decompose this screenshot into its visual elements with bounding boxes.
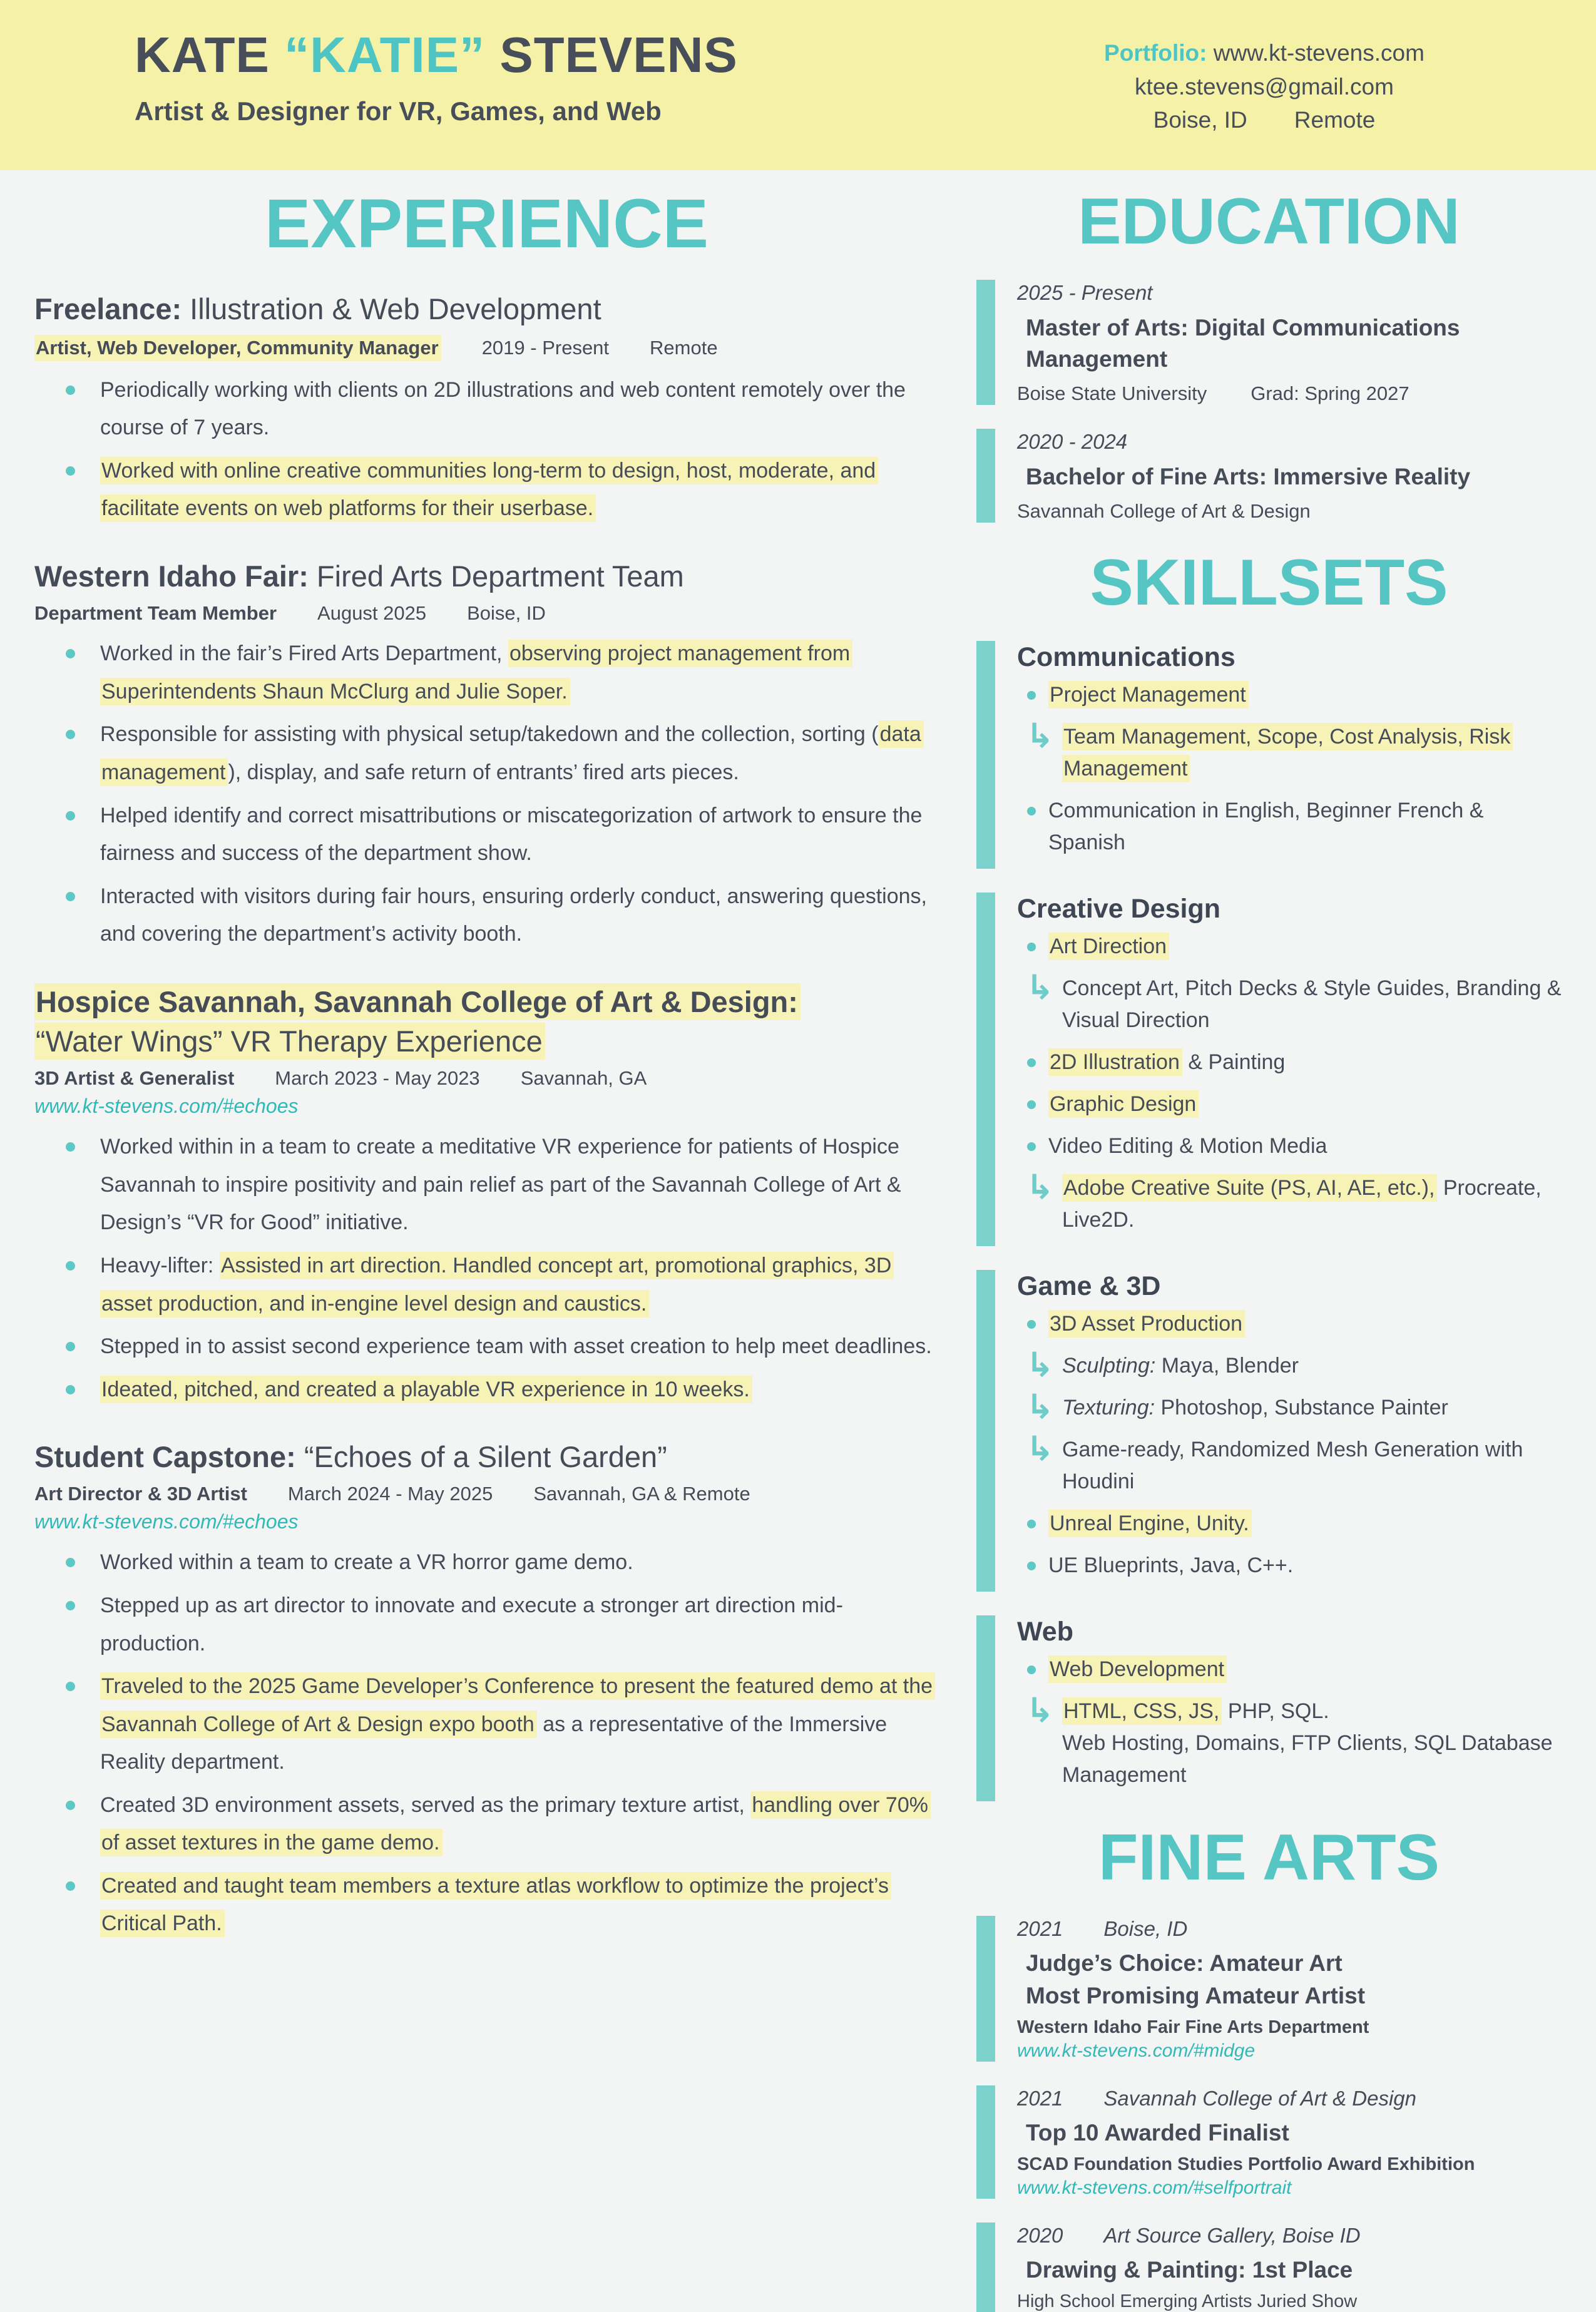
entry-title-line2 <box>34 1021 939 1061</box>
entry-meta <box>34 1483 939 1505</box>
text-segment: Unreal Engine, Unity. <box>1048 1510 1252 1537</box>
sidebar-column <box>976 185 1562 2312</box>
entry-title-bold: Student Capstone: <box>34 1440 296 1474</box>
entry-meta <box>34 335 939 361</box>
skill-section-game-3d <box>976 1270 1562 1592</box>
bullet-dot-icon <box>1027 1665 1036 1674</box>
award-line: Most Promising Amateur Artist <box>1026 1983 1366 2009</box>
bullet-item <box>66 1543 939 1582</box>
item-text <box>1048 1308 1562 1340</box>
item-text <box>1048 795 1562 859</box>
sub-skill-item <box>1026 1387 1562 1427</box>
education-entry <box>976 429 1562 523</box>
skill-section-heading: Creative Design <box>1017 894 1221 924</box>
education-degree: Master of Arts: Digital Communications Management <box>1026 315 1460 372</box>
fine-arts-title: FINE ARTS <box>1098 1821 1440 1895</box>
item-text <box>100 715 939 791</box>
item-text <box>100 1543 939 1582</box>
accent-bar <box>976 280 995 405</box>
bullet-dot-icon <box>66 1801 75 1810</box>
education-school: Savannah College of Art & Design <box>1017 500 1311 522</box>
entry-location: Savannah, GA <box>520 1067 647 1090</box>
text-segment: Concept Art, Pitch Decks & Style Guides, Branding & Visual Direction <box>1062 976 1562 1033</box>
item-text <box>1048 1088 1562 1120</box>
sub-arrow-icon: ↳ <box>1026 1429 1055 1469</box>
text-segment: UE Blueprints, Java, C++. <box>1048 1553 1294 1578</box>
bullet-list <box>34 1543 939 1942</box>
portfolio-link[interactable]: www.kt-stevens.com/#echoes <box>34 1510 299 1533</box>
item-text <box>100 1327 939 1366</box>
text-segment: Ideated, pitched, and created a playable VR experience in 10 weeks. <box>100 1376 752 1403</box>
experience-entry-freelance <box>34 289 939 528</box>
skill-section-body <box>1017 641 1562 869</box>
bullet-dot-icon <box>66 1261 75 1271</box>
portfolio-label: Portfolio: <box>1104 40 1207 66</box>
bullet-item <box>1027 1654 1562 1685</box>
entry-role: 3D Artist & Generalist <box>34 1067 235 1090</box>
skill-section-heading: Web <box>1017 1617 1073 1647</box>
fine-arts-entry-body <box>1017 2222 1562 2312</box>
text-segment: Heavy-lifter: <box>100 1253 220 1277</box>
entry-title <box>34 1437 939 1476</box>
fine-arts-link[interactable]: www.kt-stevens.com/#midge <box>1017 2040 1256 2061</box>
accent-bar <box>976 893 995 1246</box>
item-text <box>100 1371 939 1409</box>
text-segment: ), display, and safe return of entrants’ fired arts pieces. <box>228 760 739 784</box>
work-mode: Remote <box>1294 107 1376 133</box>
bullet-item <box>66 797 939 872</box>
bullet-list <box>34 1128 939 1408</box>
bullet-item <box>66 1867 939 1943</box>
experience-title: EXPERIENCE <box>264 185 709 262</box>
item-text <box>100 1128 939 1242</box>
name-part: KATE <box>135 27 285 83</box>
tagline: Artist & Designer for VR, Games, and Web <box>135 96 662 126</box>
text-segment: Texturing: <box>1062 1396 1155 1420</box>
skill-section-creative-design <box>976 893 1562 1246</box>
content-columns <box>34 185 1562 2312</box>
text-segment: Worked within in a team to create a meditative VR experience for patients of Hospice Savannah to inspire positivity and pain relief as part of the Savannah College of Art & Design’s “VR for Good” initiative. <box>100 1135 901 1235</box>
item-text <box>100 1667 939 1781</box>
sub-arrow-icon: ↳ <box>1026 1691 1055 1731</box>
name-nickname: “KATIE” <box>284 27 486 83</box>
text-segment: Worked in the fair’s Fired Arts Department, <box>100 642 508 666</box>
fine-arts-entry <box>976 1916 1562 2062</box>
education-school-line <box>1017 500 1562 523</box>
bullet-dot-icon <box>1027 1142 1036 1151</box>
bullet-dot-icon <box>1027 1058 1036 1067</box>
fine-arts-year: 2021 <box>1017 2086 1063 2110</box>
sub-arrow-icon: ↳ <box>1026 968 1055 1008</box>
skill-section-body <box>1017 893 1562 1246</box>
text-segment: 3D Asset Production <box>1048 1310 1245 1338</box>
location-line <box>1039 103 1490 137</box>
text-segment: Assisted in art direction. Handled concept art, promotional graphics, 3D asset production, and in-engine level design and caustics. <box>100 1252 894 1317</box>
text-segment: & Painting <box>1182 1050 1286 1075</box>
item-text <box>1048 1654 1562 1685</box>
bullet-item <box>1027 1088 1562 1120</box>
bullet-dot-icon <box>1027 1320 1036 1329</box>
item-text <box>1062 973 1562 1036</box>
education-entry <box>976 280 1562 405</box>
item-text <box>1062 1696 1562 1791</box>
bullet-dot-icon <box>66 811 75 821</box>
entry-dates: March 2024 - May 2025 <box>287 1483 493 1505</box>
portfolio-line <box>1039 36 1490 70</box>
bullet-item <box>1027 679 1562 711</box>
item-text <box>100 635 939 710</box>
education-entry-body <box>1017 280 1562 405</box>
item-text <box>100 452 939 528</box>
fine-arts-venue: Art Source Gallery, Boise ID <box>1103 2223 1361 2247</box>
text-segment: Game-ready, Randomized Mesh Generation with Houdini <box>1062 1438 1523 1494</box>
item-text <box>1048 1046 1562 1078</box>
bullet-item <box>66 1247 939 1322</box>
experience-entry-fair <box>34 556 939 953</box>
item-text <box>100 371 939 447</box>
text-segment: Stepped up as art director to innovate and execute a stronger art direction mid-production. <box>100 1593 843 1655</box>
education-grad: Grad: Spring 2027 <box>1251 382 1409 405</box>
education-dates: 2020 - 2024 <box>1017 430 1128 454</box>
text-segment: Maya, Blender <box>1155 1354 1299 1378</box>
entry-title <box>34 289 939 329</box>
bullet-item <box>1027 1508 1562 1540</box>
text-segment: Team Management, Scope, Cost Analysis, Risk Management <box>1062 723 1513 782</box>
text-segment: Sculpting: <box>1062 1354 1156 1378</box>
fine-arts-entry <box>976 2085 1562 2199</box>
skill-section-heading: Communications <box>1017 642 1235 673</box>
item-text <box>100 1786 939 1862</box>
entry-title-bold: Western Idaho Fair: <box>34 560 309 593</box>
entry-location: Remote <box>650 336 718 359</box>
skill-list <box>1017 1654 1562 1791</box>
entry-title-rest: Illustration & Web Development <box>182 292 601 325</box>
portfolio-link[interactable]: www.kt-stevens.com/#echoes <box>34 1095 299 1118</box>
fine-arts-date-line <box>1017 2087 1562 2110</box>
text-segment: Procreate, Live2D. <box>1062 1176 1542 1232</box>
text-segment: handling over 70% of asset textures in the game demo. <box>100 1791 931 1857</box>
skill-section-heading: Game & 3D <box>1017 1271 1161 1302</box>
experience-column <box>34 185 939 2312</box>
skill-section-body <box>1017 1270 1562 1592</box>
item-text <box>1062 1350 1562 1382</box>
text-segment: Video Editing & Motion Media <box>1048 1134 1327 1159</box>
bullet-dot-icon <box>66 730 75 739</box>
item-text <box>100 1247 939 1322</box>
bullet-item <box>66 452 939 528</box>
bullet-item <box>66 1587 939 1662</box>
fine-arts-year: 2021 <box>1017 1917 1063 1941</box>
sub-arrow-icon: ↳ <box>1026 1345 1055 1385</box>
item-text <box>1048 679 1562 711</box>
item-text <box>100 877 939 953</box>
bullet-dot-icon <box>66 1682 75 1691</box>
bullet-item <box>66 371 939 447</box>
fine-arts-award <box>1017 1947 1562 2012</box>
bullet-dot-icon <box>66 892 75 901</box>
bullet-dot-icon <box>1027 1520 1036 1528</box>
item-text <box>100 797 939 872</box>
sub-skill-item <box>1026 968 1562 1036</box>
accent-bar <box>976 2222 995 2312</box>
entry-title <box>34 556 939 596</box>
skill-list <box>1017 679 1562 859</box>
text-segment: Worked with online creative communities long-term to design, host, moderate, and facilitate events on web platforms for their userbase. <box>100 457 878 523</box>
bullet-dot-icon <box>66 1601 75 1610</box>
fine-arts-entry-body <box>1017 1916 1562 2062</box>
text-segment: Adobe Creative Suite (PS, AI, AE, etc.), <box>1062 1174 1437 1202</box>
bullet-list <box>34 635 939 953</box>
item-text <box>1048 931 1562 963</box>
entry-dates: March 2023 - May 2023 <box>275 1067 480 1090</box>
bullet-item <box>66 635 939 710</box>
entry-location: Boise, ID <box>467 602 546 625</box>
bullet-dot-icon <box>1027 1100 1036 1109</box>
experience-entry-hospice <box>34 982 939 1408</box>
education-entry-body <box>1017 429 1562 523</box>
bullet-item <box>1027 1046 1562 1078</box>
page-title <box>135 26 738 84</box>
text-segment: observing project management from Superintendents Shaun McClurg and Julie Soper. <box>100 640 852 705</box>
entry-title-bold: Freelance: <box>34 292 182 325</box>
bullet-dot-icon <box>66 1142 75 1152</box>
text-segment: Traveled to the 2025 Game Developer’s Conference to present the featured demo at the Savannah College of Art & Design expo booth <box>100 1672 935 1738</box>
entry-title-line1 <box>34 982 939 1021</box>
item-text <box>1062 1172 1562 1236</box>
bullet-dot-icon <box>66 1342 75 1351</box>
sub-skill-item <box>1026 1691 1562 1791</box>
item-text <box>1048 1508 1562 1540</box>
bullet-item <box>1027 931 1562 963</box>
bullet-item <box>66 715 939 791</box>
accent-bar <box>976 1615 995 1801</box>
item-text <box>1048 1550 1562 1582</box>
fine-arts-entry <box>976 2222 1562 2312</box>
text-segment: Stepped in to assist second experience team with asset creation to help meet deadlines. <box>100 1334 932 1359</box>
sub-skill-item <box>1026 716 1562 785</box>
entry-title-rest: “Water Wings” VR Therapy Experience <box>34 1023 545 1060</box>
bullet-item <box>66 877 939 953</box>
bullet-dot-icon <box>66 1385 75 1394</box>
header-contact <box>1039 36 1490 137</box>
text-segment: Interacted with visitors during fair hours, ensuring orderly conduct, answering questions, and covering the department’s activity booth. <box>100 884 928 946</box>
bullet-dot-icon <box>1027 943 1036 951</box>
entry-meta <box>34 602 939 625</box>
experience-entry-capstone <box>34 1437 939 1943</box>
text-segment: Web Development <box>1048 1655 1227 1683</box>
text-segment: Art Direction <box>1048 933 1169 960</box>
bullet-item <box>1027 1130 1562 1162</box>
text-segment: data management <box>100 720 924 786</box>
fine-arts-date-line <box>1017 2224 1562 2248</box>
fine-arts-award <box>1017 2117 1562 2149</box>
text-segment: Project Management <box>1048 681 1249 708</box>
entry-role: Artist, Web Developer, Community Manager <box>34 335 441 361</box>
bullet-item <box>66 1327 939 1366</box>
skill-list <box>1017 1308 1562 1582</box>
bullet-dot-icon <box>66 1881 75 1891</box>
education-title: EDUCATION <box>1078 185 1460 258</box>
award-line: Drawing & Painting: 1st Place <box>1026 2256 1353 2283</box>
email[interactable]: ktee.stevens@gmail.com <box>1135 73 1394 100</box>
fine-arts-venue: Savannah College of Art & Design <box>1103 2086 1416 2110</box>
fine-arts-entry-body <box>1017 2085 1562 2199</box>
award-line: Judge’s Choice: Amateur Art <box>1026 1950 1343 1977</box>
bullet-item <box>1027 1550 1562 1582</box>
fine-arts-org: High School Emerging Artists Juried Show <box>1017 2291 1358 2311</box>
portfolio-url[interactable]: www.kt-stevens.com <box>1207 40 1425 66</box>
entry-dates: August 2025 <box>317 602 427 625</box>
text-segment: Graphic Design <box>1048 1090 1199 1118</box>
sub-skill-item <box>1026 1167 1562 1236</box>
text-segment: Photoshop, Substance Painter <box>1155 1396 1448 1420</box>
text-segment: as a representative of the Immersive Reality department. <box>100 1712 888 1774</box>
entry-meta <box>34 1067 939 1090</box>
sub-skill-item <box>1026 1345 1562 1385</box>
education-dates: 2025 - Present <box>1017 281 1153 305</box>
item-text <box>1062 721 1562 785</box>
sub-arrow-icon: ↳ <box>1026 1387 1055 1427</box>
accent-bar <box>976 641 995 869</box>
skill-list <box>1017 931 1562 1236</box>
text-segment: Periodically working with clients on 2D illustrations and web content remotely over the course of 7 years. <box>100 377 906 440</box>
text-segment: 2D Illustration <box>1048 1048 1182 1076</box>
bullet-item <box>66 1128 939 1242</box>
sub-skill-item <box>1026 1429 1562 1498</box>
text-segment: Created and taught team members a texture atlas workflow to optimize the project’s Critical Path. <box>100 1872 891 1938</box>
header-band <box>0 0 1596 170</box>
bullet-dot-icon <box>1027 691 1036 700</box>
bullet-dot-icon <box>66 1558 75 1567</box>
bullet-dot-icon <box>66 466 75 476</box>
bullet-dot-icon <box>66 386 75 395</box>
text-segment: Web Hosting, Domains, FTP Clients, SQL Database Management <box>1062 1731 1553 1788</box>
education-school: Boise State University <box>1017 382 1207 405</box>
item-text <box>1062 1392 1562 1424</box>
accent-bar <box>976 1270 995 1592</box>
fine-arts-award <box>1017 2254 1562 2286</box>
text-segment: PHP, SQL. <box>1222 1699 1329 1724</box>
fine-arts-link[interactable]: www.kt-stevens.com/#selfportrait <box>1017 2177 1292 2198</box>
entry-title-rest: Fired Arts Department Team <box>308 560 684 593</box>
skill-section-communications <box>976 641 1562 869</box>
entry-dates: 2019 - Present <box>481 336 610 359</box>
text-segment: Communication in English, Beginner French & Spanish <box>1048 799 1484 855</box>
text-segment: Helped identify and correct misattributions or miscategorization of artwork to ensure the fairness and success of the department show. <box>100 803 923 866</box>
fine-arts-date-line <box>1017 1917 1562 1941</box>
bullet-item <box>66 1786 939 1862</box>
skill-section-web <box>976 1615 1562 1801</box>
location: Boise, ID <box>1153 107 1247 133</box>
bullet-dot-icon <box>1027 1562 1036 1570</box>
accent-bar <box>976 429 995 523</box>
text-segment: Worked within a team to create a VR horror game demo. <box>100 1550 633 1575</box>
bullet-item <box>1027 795 1562 859</box>
item-text <box>1062 1434 1562 1498</box>
entry-title-bold: Hospice Savannah, Savannah College of Art & Design: <box>34 983 801 1020</box>
bullet-list <box>34 371 939 528</box>
bullet-item <box>66 1667 939 1781</box>
fine-arts-venue: Boise, ID <box>1103 1917 1188 1941</box>
item-text <box>100 1587 939 1662</box>
item-text <box>1048 1130 1562 1162</box>
sub-arrow-icon: ↳ <box>1026 716 1055 756</box>
accent-bar <box>976 1916 995 2062</box>
header-identity <box>135 26 738 126</box>
award-line: Top 10 Awarded Finalist <box>1026 2119 1289 2146</box>
text-segment: HTML, CSS, JS, <box>1062 1697 1222 1725</box>
entry-title-rest: “Echoes of a Silent Garden” <box>295 1440 667 1474</box>
bullet-dot-icon <box>66 649 75 658</box>
education-degree: Bachelor of Fine Arts: Immersive Reality <box>1026 464 1471 490</box>
text-segment: Responsible for assisting with physical setup/takedown and the collection, sorting ( <box>100 722 879 747</box>
bullet-item <box>66 1371 939 1409</box>
item-text <box>100 1867 939 1943</box>
fine-arts-org: Western Idaho Fair Fine Arts Department <box>1017 2017 1369 2037</box>
name-part: STEVENS <box>485 27 738 83</box>
fine-arts-org: SCAD Foundation Studies Portfolio Award Exhibition <box>1017 2154 1475 2174</box>
skillsets-title: SKILLSETS <box>1090 546 1448 619</box>
entry-role: Department Team Member <box>34 602 277 625</box>
text-segment: Created 3D environment assets, served as the primary texture artist, <box>100 1793 751 1817</box>
accent-bar <box>976 2085 995 2199</box>
skill-section-body <box>1017 1615 1562 1801</box>
entry-title <box>34 982 939 1061</box>
fine-arts-year: 2020 <box>1017 2223 1063 2247</box>
entry-role: Art Director & 3D Artist <box>34 1483 247 1505</box>
entry-location: Savannah, GA & Remote <box>533 1483 750 1505</box>
bullet-item <box>1027 1308 1562 1340</box>
sub-arrow-icon: ↳ <box>1026 1167 1055 1207</box>
bullet-dot-icon <box>1027 807 1036 816</box>
education-school-line <box>1017 382 1562 405</box>
